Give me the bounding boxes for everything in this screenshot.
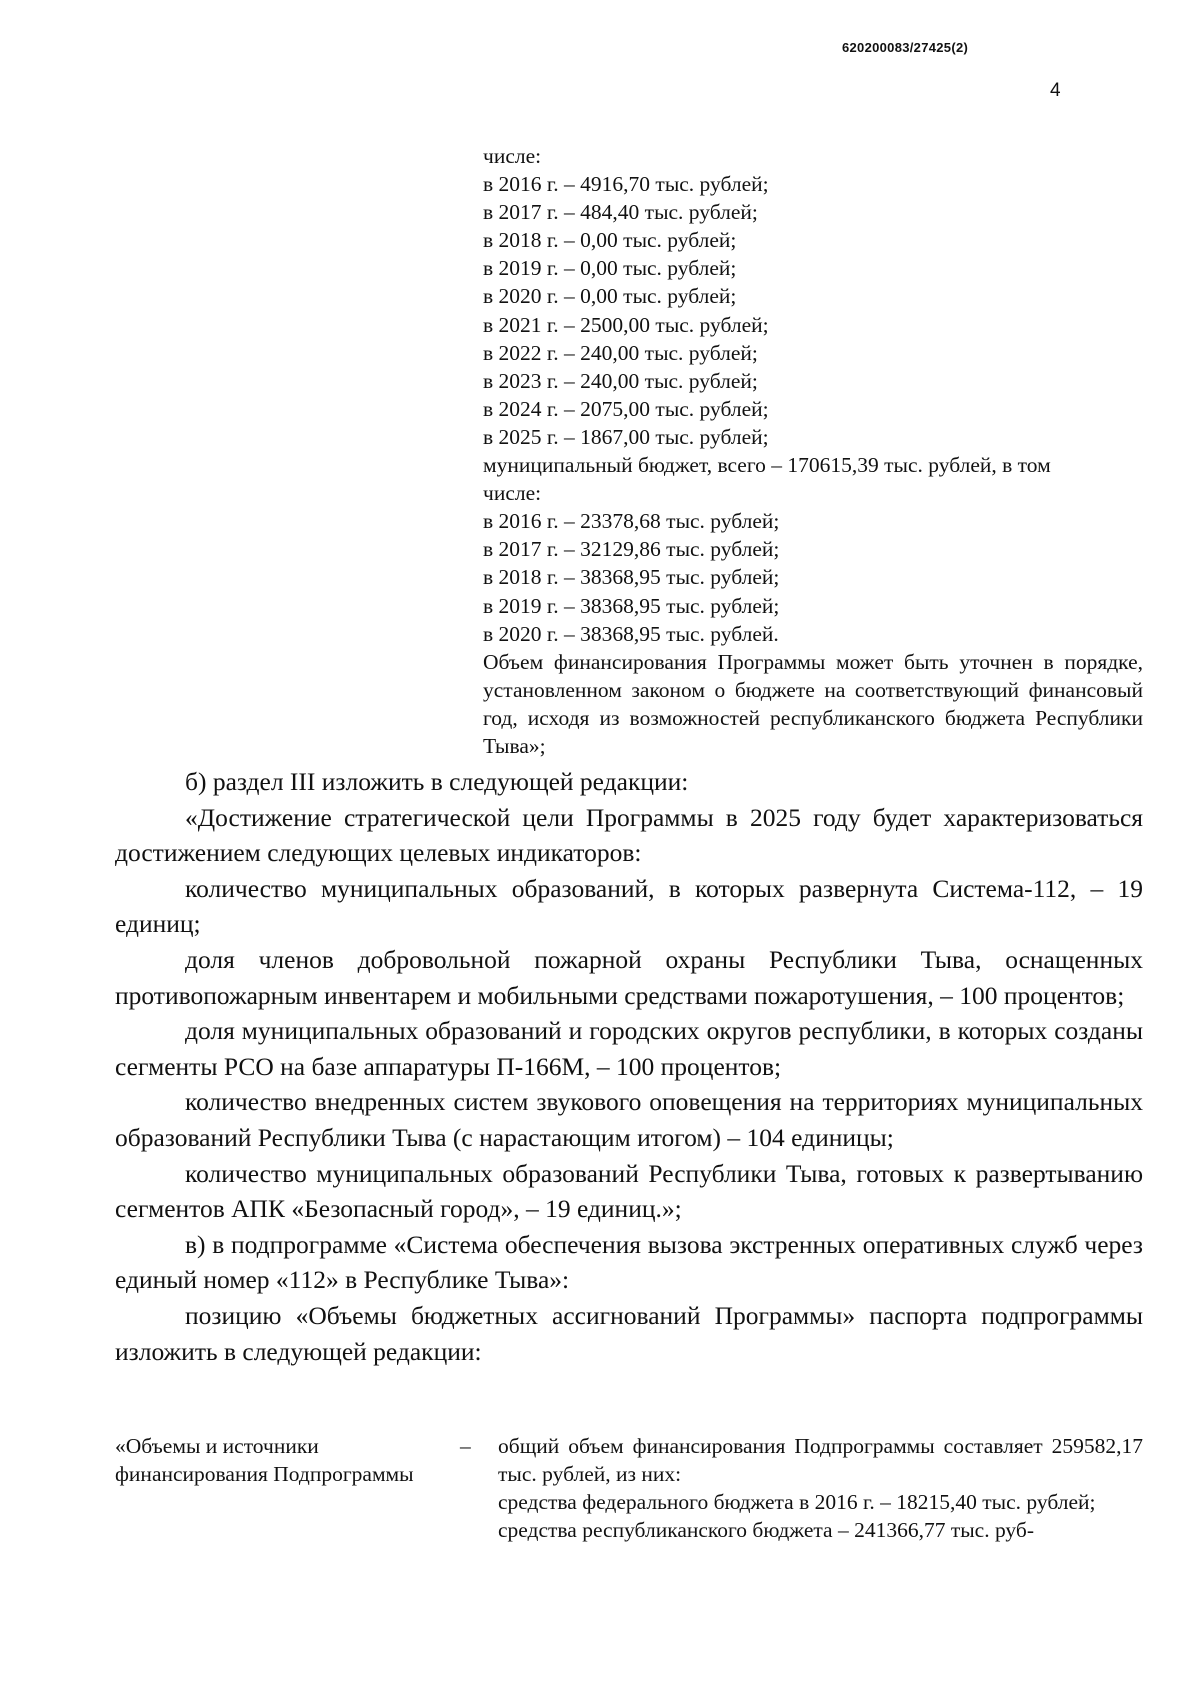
cont-line: в 2019 г. – 38368,95 тыс. рублей; — [483, 593, 780, 618]
cont-line: в 2019 г. – 0,00 тыс. рублей; — [483, 256, 737, 281]
body-paragraph: количество муниципальных образований Республики Тыва, готовых к развертыванию сегментов АПК «Безопасный город», – 19 единиц.»; — [115, 1158, 1143, 1224]
body-paragraph: б) раздел III изложить в следующей редакции: — [185, 767, 689, 796]
table-value-line: средства республиканского бюджета – 241366,77 тыс. руб- — [498, 1518, 1034, 1542]
cont-closing-paragraph: Объем финансирования Программы может быть уточнен в порядке, установленном законом о бюджете на соответствующий финансовый год, исходя из возможностей республиканского бюджета Республики Тыва»; — [483, 649, 1143, 758]
body-paragraph: количество внедренных систем звукового оповещения на территориях муниципальных образований Республики Тыва (с нарастающим итогом) – 104 единицы; — [115, 1087, 1143, 1152]
table-label-cell: «Объемы и источники финансирования Подпрограммы — [115, 1434, 414, 1486]
cont-line: в 2016 г. – 4916,70 тыс. рублей; — [483, 172, 769, 197]
table-value-line: общий объем финансирования Подпрограммы составляет 259582,17 тыс. рублей, из них: — [498, 1434, 1143, 1486]
cont-line: муниципальный бюджет, всего – 170615,39 тыс. рублей, в том — [483, 453, 1051, 478]
cont-line: в 2020 г. – 38368,95 тыс. рублей. — [483, 621, 779, 646]
financing-continuation — [483, 142, 1143, 760]
cont-line: в 2017 г. – 32129,86 тыс. рублей; — [483, 537, 780, 562]
table-value-cell — [498, 1432, 1143, 1544]
cont-line: в 2023 г. – 240,00 тыс. рублей; — [483, 368, 758, 393]
body-paragraph: в) в подпрограмме «Система обеспечения вызова экстренных оперативных служб через единый номер «112» в Республике Тыва»: — [115, 1229, 1143, 1295]
page-number: 4 — [1050, 80, 1061, 101]
cont-line: в 2020 г. – 0,00 тыс. рублей; — [483, 284, 737, 309]
body-paragraph: количество муниципальных образований, в которых развернута Система-112, – 19 единиц; — [115, 873, 1143, 939]
cont-line: в 2017 г. – 484,40 тыс. рублей; — [483, 200, 758, 225]
body-paragraph: доля муниципальных образований и городских округов республики, в которых созданы сегменты РСО на базе аппаратуры П-166М, – 100 процентов; — [115, 1016, 1143, 1081]
cont-line: числе: — [483, 481, 542, 506]
cont-line: в 2018 г. – 38368,95 тыс. рублей; — [483, 565, 780, 590]
cont-line: в 2021 г. – 2500,00 тыс. рублей; — [483, 312, 769, 337]
table-dash: – — [460, 1434, 471, 1458]
document-id: 620200083/27425(2) — [842, 40, 969, 55]
document-body — [115, 764, 1143, 1369]
body-paragraph: доля членов добровольной пожарной охраны Республики Тыва, оснащенных противопожарным инвентарем и мобильными средствами пожаротушения, – 100 процентов; — [115, 944, 1143, 1010]
cont-line: в 2018 г. – 0,00 тыс. рублей; — [483, 228, 737, 253]
cont-line: числе: — [483, 144, 542, 168]
table-value-line: средства федерального бюджета в 2016 г. – 18215,40 тыс. рублей; — [498, 1490, 1096, 1514]
cont-line: в 2025 г. – 1867,00 тыс. рублей; — [483, 424, 769, 449]
body-paragraph: позицию «Объемы бюджетных ассигнований Программы» паспорта подпрограммы изложить в следующей редакции: — [115, 1300, 1143, 1366]
cont-line: в 2016 г. – 23378,68 тыс. рублей; — [483, 509, 780, 534]
passport-table — [115, 1432, 1143, 1544]
cont-line: в 2022 г. – 240,00 тыс. рублей; — [483, 340, 758, 365]
cont-line: в 2024 г. – 2075,00 тыс. рублей; — [483, 396, 769, 421]
body-paragraph: «Достижение стратегической цели Программы в 2025 году будет характеризоваться достижением следующих целевых индикаторов: — [115, 802, 1143, 868]
